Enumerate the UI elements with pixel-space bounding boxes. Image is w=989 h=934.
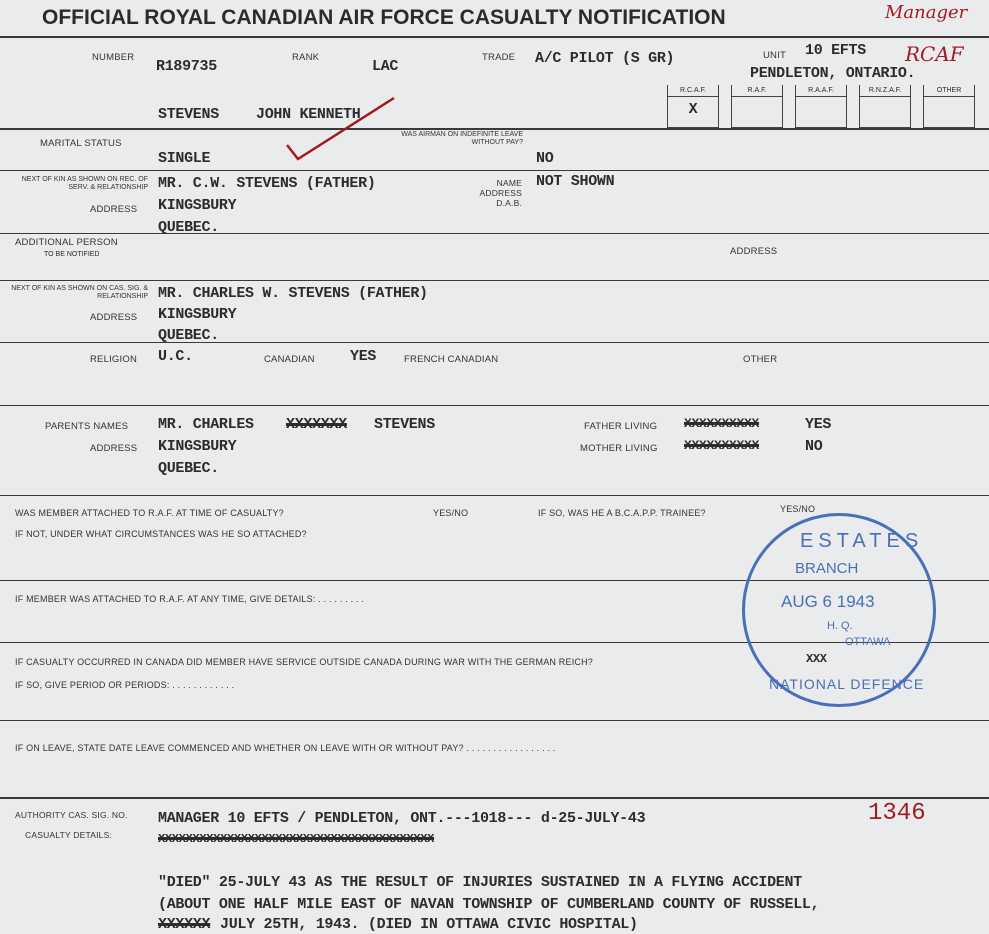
rule <box>0 405 989 406</box>
bcatp-yesno: YES/NO <box>780 504 816 514</box>
service-box-rnzaf: R.N.Z.A.F. <box>859 85 911 128</box>
rule <box>0 233 989 234</box>
rule <box>0 342 989 343</box>
outside-canada-struck: XXX <box>806 652 827 666</box>
service-box-raf: R.A.F. <box>731 85 783 128</box>
rule <box>0 280 989 281</box>
service-box-other: OTHER <box>923 85 975 128</box>
leave-label: IF ON LEAVE, STATE DATE LEAVE COMMENCED AND WHETHER ON LEAVE WITH OR WITHOUT PAY? . . . . . . . . . . . . . . . . . <box>15 743 556 753</box>
rank-label: RANK <box>292 52 320 63</box>
bcatp-label: IF SO, WAS HE A B.C.A.P.P. TRAINEE? <box>538 508 706 518</box>
estates-branch-stamp: ESTATES BRANCH AUG 6 1943 H. Q. OTTAWA NATIONAL DEFENCE <box>742 513 936 707</box>
raf-yesno: YES/NO <box>433 508 469 518</box>
mother-living-value: NO <box>805 438 823 455</box>
unit-value: 10 EFTS <box>805 42 866 59</box>
nok2-address-1: KINGSBURY <box>158 306 237 323</box>
religion-value: U.C. <box>158 348 193 365</box>
service-number: R189735 <box>156 58 217 75</box>
parents-address-label: ADDRESS <box>90 443 138 454</box>
rule <box>0 170 989 171</box>
handwritten-rcaf: RCAF <box>905 42 964 66</box>
unit-label: UNIT <box>763 50 786 61</box>
indefinite-leave-label: WAS AIRMAN ON INDEFINITE LEAVE WITHOUT PAY? <box>401 131 523 146</box>
details-line-3: JULY 25TH, 1943. (DIED IN OTTAWA CIVIC HOSPITAL) <box>220 916 638 933</box>
nok-service-value: MR. C.W. STEVENS (FATHER) <box>158 175 376 192</box>
details-line-3-struck: XXXXXX <box>158 916 211 933</box>
dab-value: NOT SHOWN <box>536 173 615 190</box>
father-struck: XXXXXXXXXX <box>684 416 760 431</box>
surname: STEVENS <box>158 106 219 123</box>
rule <box>0 495 989 496</box>
trade-value: A/C PILOT (S GR) <box>535 50 675 67</box>
nok2-address-2: QUEBEC. <box>158 327 219 344</box>
indefinite-leave-value: NO <box>536 150 554 167</box>
parents-address-2: QUEBEC. <box>158 460 219 477</box>
parents-label: PARENTS NAMES <box>45 421 129 432</box>
nok-service-label: NEXT OF KIN AS SHOWN ON REC. OF SERV. & RELATIONSHIP <box>21 176 148 191</box>
nok-address-1: KINGSBURY <box>158 197 237 214</box>
french-canadian-label: FRENCH CANADIAN <box>404 354 499 365</box>
authority-label: AUTHORITY CAS. SIG. NO. <box>15 810 128 820</box>
parents-name-b: STEVENS <box>374 416 435 433</box>
canadian-label: CANADIAN <box>264 354 315 365</box>
father-living-value: YES <box>805 416 832 433</box>
religion-label: RELIGION <box>90 354 137 365</box>
rule <box>0 720 989 721</box>
rule <box>0 128 989 130</box>
rule <box>0 797 989 799</box>
given-names: JOHN KENNETH <box>256 106 361 123</box>
nok-cassig-label: NEXT OF KIN AS SHOWN ON CAS. SIG. & RELATIONSHIP <box>11 285 148 300</box>
circumstances-label: IF NOT, UNDER WHAT CIRCUMSTANCES WAS HE SO ATTACHED? <box>15 529 307 539</box>
father-living-label: FATHER LIVING <box>584 421 658 432</box>
mother-struck: XXXXXXXXXX <box>684 438 760 453</box>
outside-canada-label: IF CASUALTY OCCURRED IN CANADA DID MEMBER HAVE SERVICE OUTSIDE CANADA DURING WAR WITH THE GERMAN REICH? <box>15 657 594 667</box>
marital-label: MARITAL STATUS <box>40 138 122 149</box>
nok-address-2: QUEBEC. <box>158 219 219 236</box>
raf-any-time-label: IF MEMBER WAS ATTACHED TO R.A.F. AT ANY TIME, GIVE DETAILS: . . . . . . . . . <box>15 594 365 604</box>
raf-attached-label: WAS MEMBER ATTACHED TO R.A.F. AT TIME OF CASUALTY? <box>15 508 284 518</box>
authority-value: MANAGER 10 EFTS / PENDLETON, ONT.---1018--- d-25-JULY-43 <box>158 810 646 827</box>
parents-name-struck: XXXXXXX <box>286 416 347 433</box>
address-label: ADDRESS <box>90 204 138 215</box>
marital-value: SINGLE <box>158 150 211 167</box>
handwritten-note: Manager <box>885 2 968 23</box>
number-label: NUMBER <box>92 52 135 63</box>
casualty-details-label: CASUALTY DETAILS: <box>25 830 113 840</box>
address-label-2: ADDRESS <box>90 312 138 323</box>
canadian-value: YES <box>350 348 377 365</box>
dab-label: NAME ADDRESS D.A.B. <box>479 178 522 208</box>
other-label: OTHER <box>743 354 778 365</box>
to-notify-label: TO BE NOTIFIED <box>44 251 100 258</box>
additional-address-label: ADDRESS <box>730 246 778 257</box>
red-checkmark <box>284 95 399 165</box>
service-box-rcaf: R.C.A.F. X <box>667 85 719 128</box>
mother-living-label: MOTHER LIVING <box>580 443 658 454</box>
struck-line: XXXXXXXXXXXXXXXXXXXXXXXXXXXXXXXXXXXXXXXX <box>158 832 435 846</box>
form-title: OFFICIAL ROYAL CANADIAN AIR FORCE CASUALTY NOTIFICATION <box>42 6 726 29</box>
rank-value: LAC <box>372 58 399 75</box>
parents-name-a: MR. CHARLES <box>158 416 254 433</box>
rule <box>0 36 989 38</box>
nok-cassig-value: MR. CHARLES W. STEVENS (FATHER) <box>158 285 428 302</box>
details-line-2: (ABOUT ONE HALF MILE EAST OF NAVAN TOWNSHIP OF CUMBERLAND COUNTY OF RUSSELL, <box>158 896 820 913</box>
service-box-raaf: R.A.A.F. <box>795 85 847 128</box>
period-label: IF SO, GIVE PERIOD OR PERIODS: . . . . . . . . . . . . <box>15 680 235 690</box>
unit-location: PENDLETON, ONTARIO. <box>750 65 916 82</box>
reference-number: 1346 <box>868 800 926 827</box>
parents-address-1: KINGSBURY <box>158 438 237 455</box>
details-line-1: "DIED" 25-JULY 43 AS THE RESULT OF INJURIES SUSTAINED IN A FLYING ACCIDENT <box>158 874 802 891</box>
trade-label: TRADE <box>482 52 516 63</box>
additional-person-label: ADDITIONAL PERSON <box>15 237 118 248</box>
